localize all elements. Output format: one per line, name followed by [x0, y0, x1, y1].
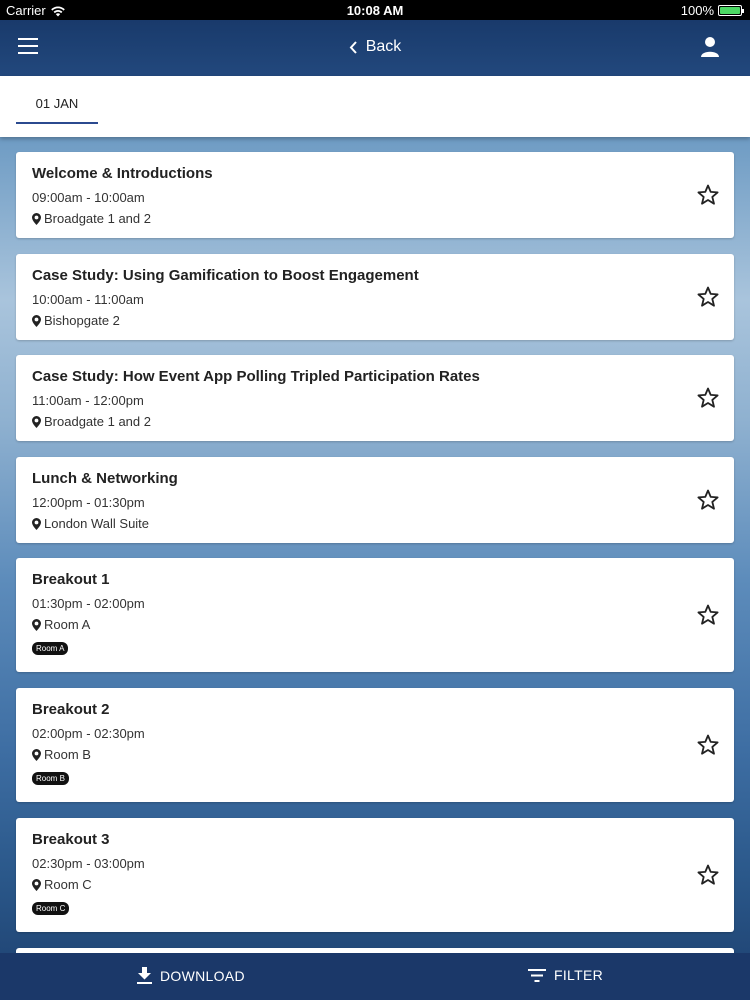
- location-pin-icon: [32, 749, 41, 761]
- session-title: Case Study: How Event App Polling Tripled Participation Rates: [32, 368, 480, 385]
- session-card[interactable]: [16, 355, 734, 441]
- session-time: 10:00am - 11:00am: [32, 292, 144, 307]
- session-location-label: Room A: [44, 617, 91, 632]
- status-bar: [0, 0, 750, 20]
- download-label: DOWNLOAD: [160, 967, 245, 984]
- battery-percent: 100%: [680, 3, 714, 18]
- room-tag: Room C: [32, 902, 69, 915]
- session-card[interactable]: [16, 254, 734, 340]
- session-card[interactable]: [16, 688, 734, 802]
- download-button[interactable]: [137, 967, 245, 984]
- status-right: [681, 3, 742, 18]
- star-icon[interactable]: [696, 285, 720, 309]
- session-card[interactable]: [16, 152, 734, 238]
- session-card[interactable]: [16, 457, 734, 543]
- session-title: Breakout 2: [32, 701, 110, 718]
- back-container: [0, 38, 750, 59]
- location-pin-icon: [32, 879, 41, 891]
- location-pin-icon: [32, 619, 41, 631]
- session-title: Case Study: Using Gamification to Boost Engagement: [32, 267, 419, 284]
- star-icon[interactable]: [696, 488, 720, 512]
- location-pin-icon: [32, 416, 41, 428]
- back-button[interactable]: [349, 38, 402, 56]
- bottom-bar: [0, 953, 750, 1000]
- session-location: [32, 877, 718, 892]
- session-location: [32, 516, 718, 531]
- session-location-label: Room C: [44, 877, 92, 892]
- session-location-label: Room B: [44, 747, 91, 762]
- location-pin-icon: [32, 518, 41, 530]
- session-location: [32, 313, 718, 328]
- session-location: [32, 747, 718, 762]
- user-icon[interactable]: [700, 36, 720, 58]
- session-time: 11:00am - 12:00pm: [32, 393, 144, 408]
- session-time: 01:30pm - 02:00pm: [32, 596, 145, 611]
- download-icon: [137, 967, 152, 984]
- filter-icon: [528, 969, 546, 982]
- session-location-label: Bishopgate 2: [44, 313, 120, 328]
- session-location-label: London Wall Suite: [44, 516, 150, 531]
- filter-button[interactable]: [528, 967, 603, 983]
- session-title: Welcome & Introductions: [32, 165, 213, 182]
- session-card[interactable]: [16, 558, 734, 672]
- session-time: 02:30pm - 03:00pm: [32, 856, 145, 871]
- clock: 10:08 AM: [346, 3, 404, 18]
- star-icon[interactable]: [696, 183, 720, 207]
- filter-label: FILTER: [554, 967, 603, 983]
- star-icon[interactable]: [696, 863, 720, 887]
- back-label: Back: [365, 38, 402, 55]
- session-location: [32, 617, 718, 632]
- session-time: 12:00pm - 01:30pm: [32, 495, 145, 510]
- session-time: 02:00pm - 02:30pm: [32, 726, 145, 741]
- star-icon[interactable]: [696, 603, 720, 627]
- session-title: Breakout 1: [32, 571, 110, 588]
- session-time: 09:00am - 10:00am: [32, 190, 145, 205]
- room-tag: Room B: [32, 772, 69, 785]
- star-icon[interactable]: [696, 733, 720, 757]
- session-title: Lunch & Networking: [32, 470, 178, 487]
- location-pin-icon: [32, 315, 41, 327]
- date-tabs: [0, 76, 750, 137]
- session-location-label: Broadgate 1 and 2: [44, 414, 151, 429]
- session-location: [32, 211, 718, 226]
- star-icon[interactable]: [696, 386, 720, 410]
- session-card[interactable]: [16, 818, 734, 932]
- session-location-label: Broadgate 1 and 2: [44, 211, 151, 226]
- session-location: [32, 414, 718, 429]
- session-title: Breakout 3: [32, 831, 110, 848]
- chevron-left-icon: [349, 41, 358, 54]
- tab-01-jan[interactable]: 01 JAN: [16, 76, 98, 124]
- nav-bar: [0, 20, 750, 76]
- battery-icon: [718, 5, 742, 16]
- carrier-label: Carrier: [6, 3, 46, 18]
- room-tag: Room A: [32, 642, 68, 655]
- location-pin-icon: [32, 213, 41, 225]
